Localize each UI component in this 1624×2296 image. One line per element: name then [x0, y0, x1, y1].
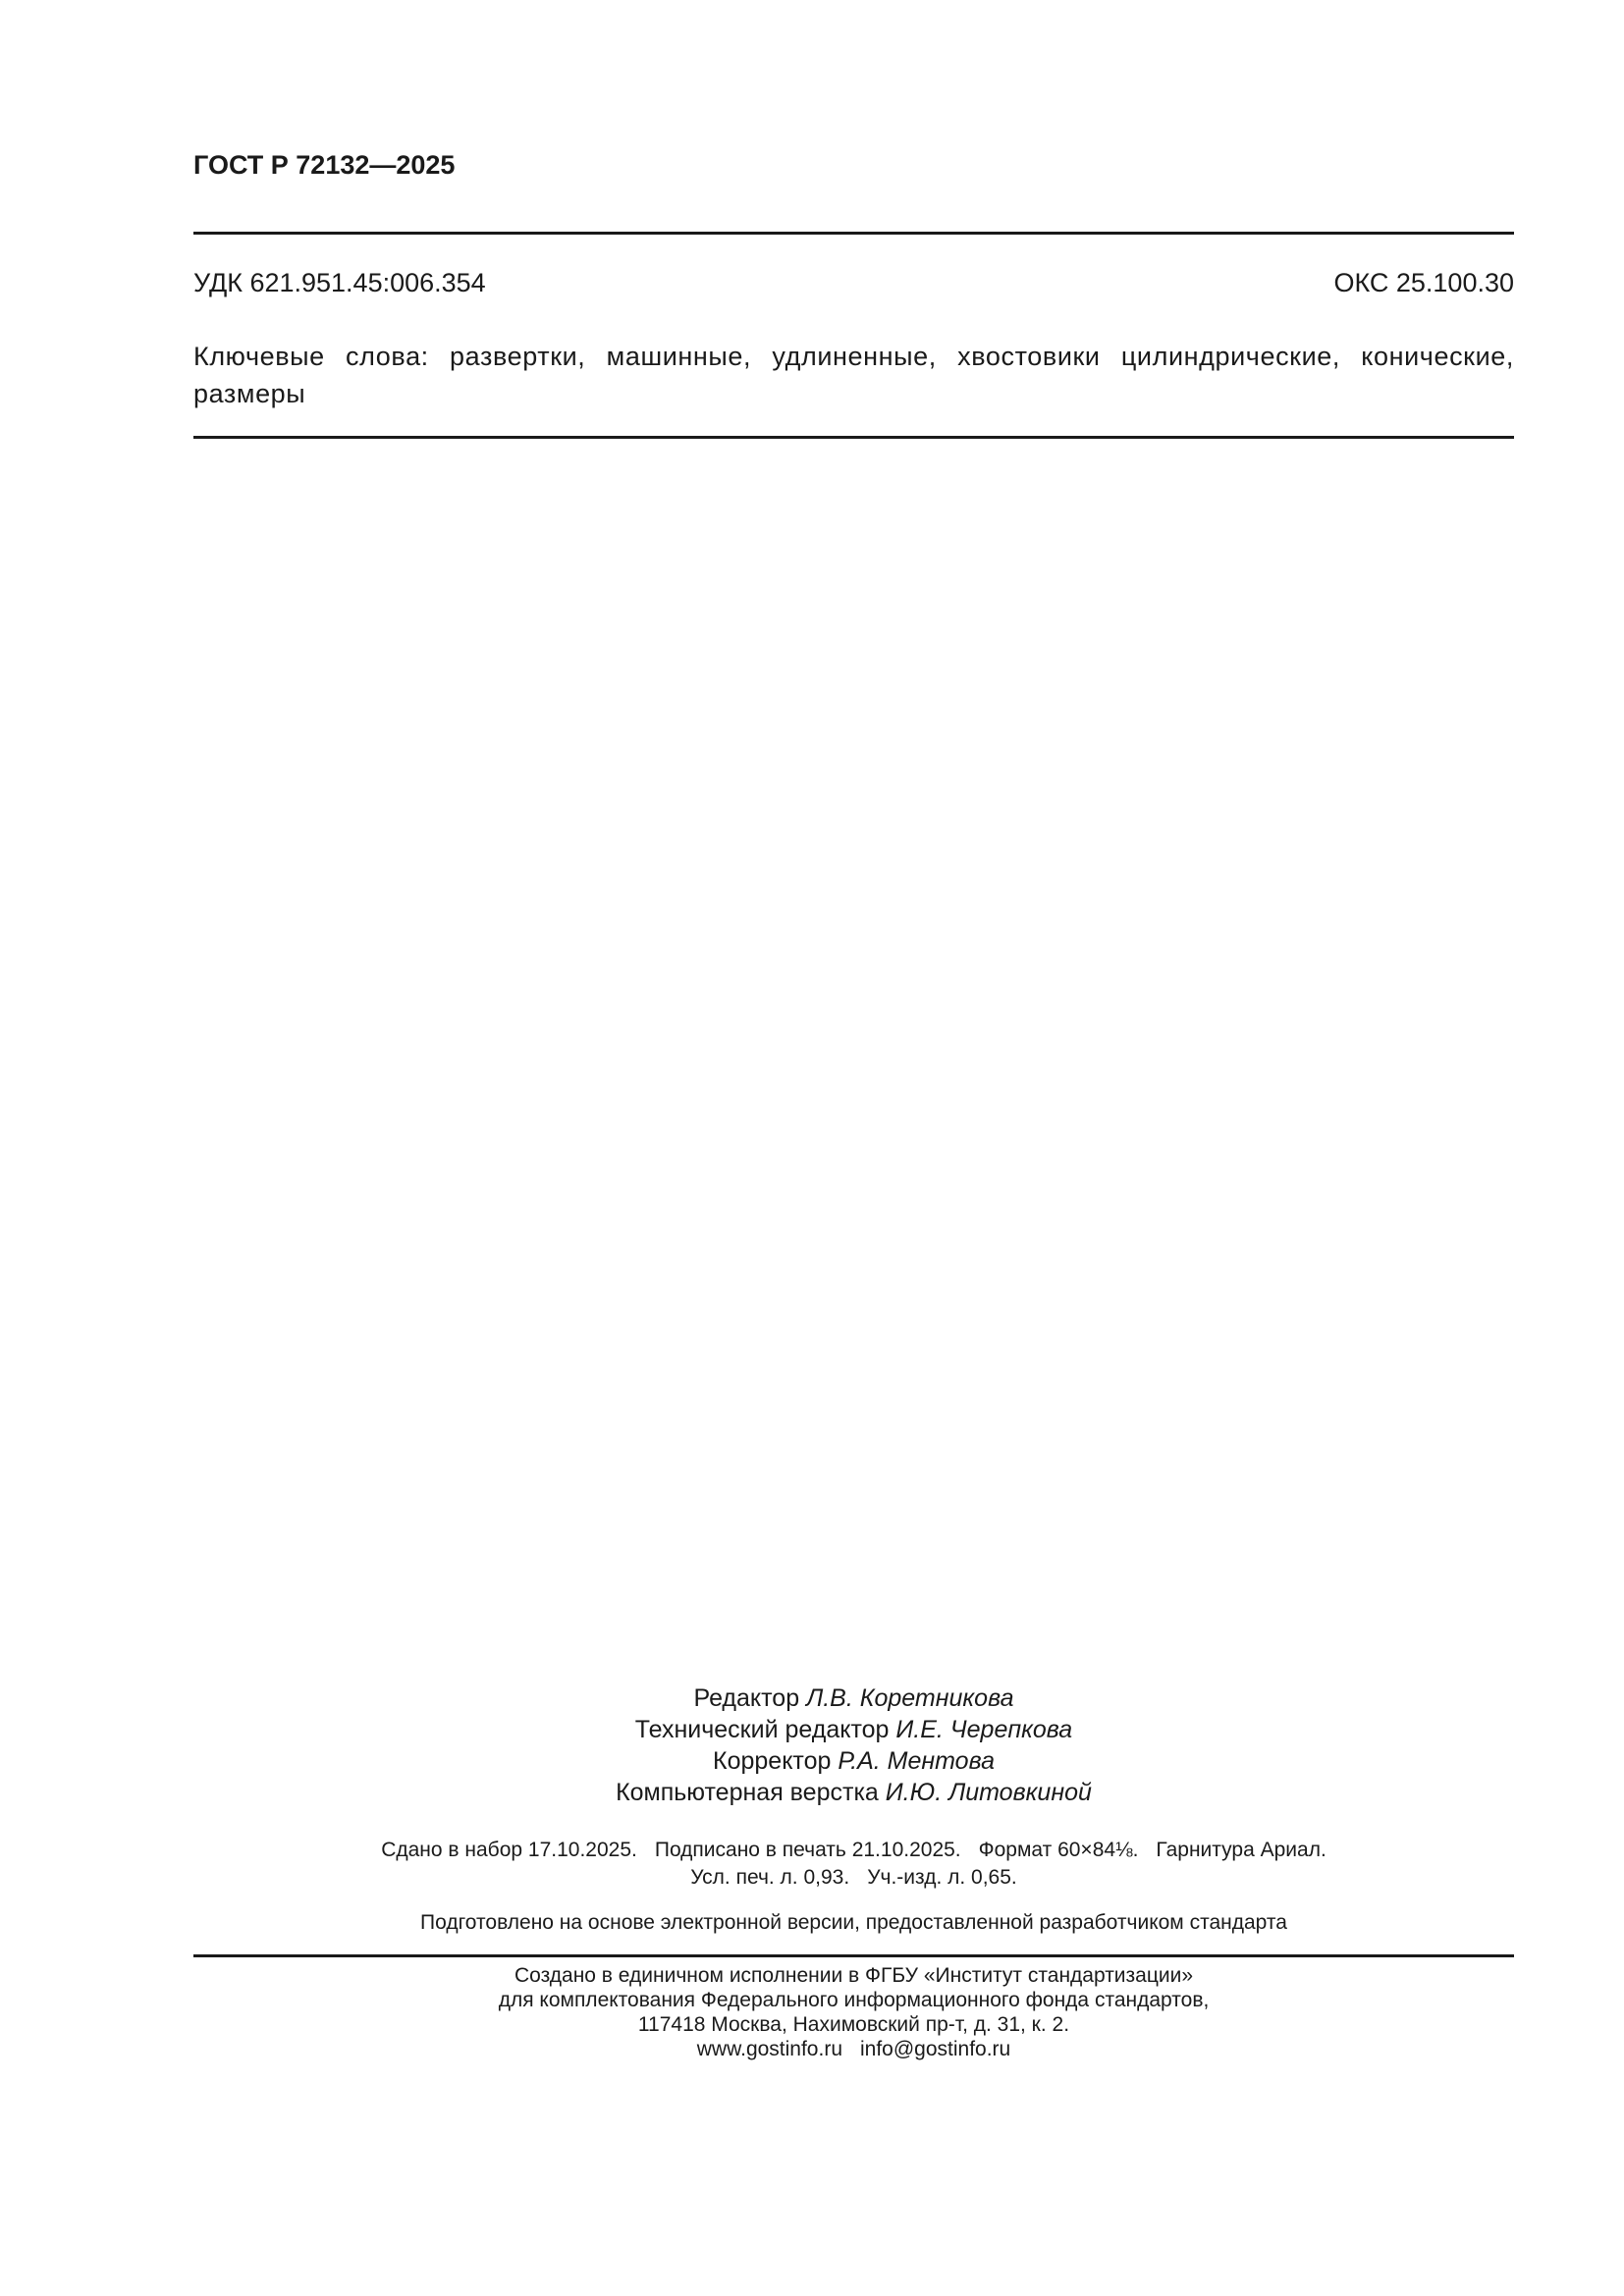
oks-code: ОКС 25.100.30: [1333, 268, 1514, 297]
signed-date: Подписано в печать 21.10.2025.: [654, 1839, 961, 1861]
credit-layout: [193, 1777, 1514, 1808]
credit-person: И.Е. Черепкова: [895, 1716, 1073, 1743]
print-info-line-2: [193, 1864, 1514, 1892]
publisher-divider: [193, 1954, 1514, 1957]
credit-role: Редактор: [693, 1684, 800, 1712]
credit-proofreader: [193, 1745, 1514, 1777]
keywords-paragraph: Ключевые слова: развертки, машинные, удлиненные, хвостовики цилиндрические, конические, размеры: [193, 342, 1514, 408]
publisher-line-1: Создано в единичном исполнении в ФГБУ «Институт стандартизации»: [514, 1964, 1194, 1987]
top-divider: [193, 232, 1514, 235]
classifiers-row: [193, 265, 1514, 300]
publisher-line-2: для комплектования Федерального информационного фонда стандартов,: [498, 1989, 1210, 2011]
credit-role: Компьютерная верстка: [616, 1779, 879, 1806]
prepared-note: Подготовлено на основе электронной версии, предоставленной разработчиком стандарта: [420, 1911, 1287, 1934]
typeface: Гарнитура Ариал.: [1156, 1839, 1326, 1861]
credit-person: Л.В. Коретникова: [806, 1684, 1014, 1712]
document-code: ГОСТ Р 72132—2025: [193, 150, 456, 180]
credit-person: Р.А. Ментова: [838, 1747, 995, 1775]
credit-role: Корректор: [713, 1747, 832, 1775]
publisher-website-link[interactable]: www.gostinfo.ru: [696, 2038, 842, 2060]
editorial-credits: [193, 1682, 1514, 1808]
credit-role: Технический редактор: [634, 1716, 890, 1743]
publisher-contacts: [193, 2037, 1514, 2061]
credit-technical-editor: [193, 1714, 1514, 1745]
publishing-sheets: Уч.-изд. л. 0,65.: [867, 1866, 1017, 1889]
publisher-email-link[interactable]: info@gostinfo.ru: [860, 2038, 1011, 2060]
credit-editor: [193, 1682, 1514, 1714]
udk-code: УДК 621.951.45:006.354: [193, 268, 486, 297]
paper-format: Формат 60×84⅛.: [978, 1839, 1139, 1861]
publisher-address: 117418 Москва, Нахимовский пр-т, д. 31, к. 2.: [637, 2013, 1070, 2036]
submitted-date: Сдано в набор 17.10.2025.: [381, 1839, 637, 1861]
print-info-line-1: [193, 1837, 1514, 1864]
publisher-block: [193, 1963, 1514, 2061]
keywords-divider: [193, 436, 1514, 439]
credit-person: И.Ю. Литовкиной: [885, 1779, 1092, 1806]
printed-sheets: Усл. печ. л. 0,93.: [690, 1866, 850, 1889]
print-info: [193, 1837, 1514, 1892]
